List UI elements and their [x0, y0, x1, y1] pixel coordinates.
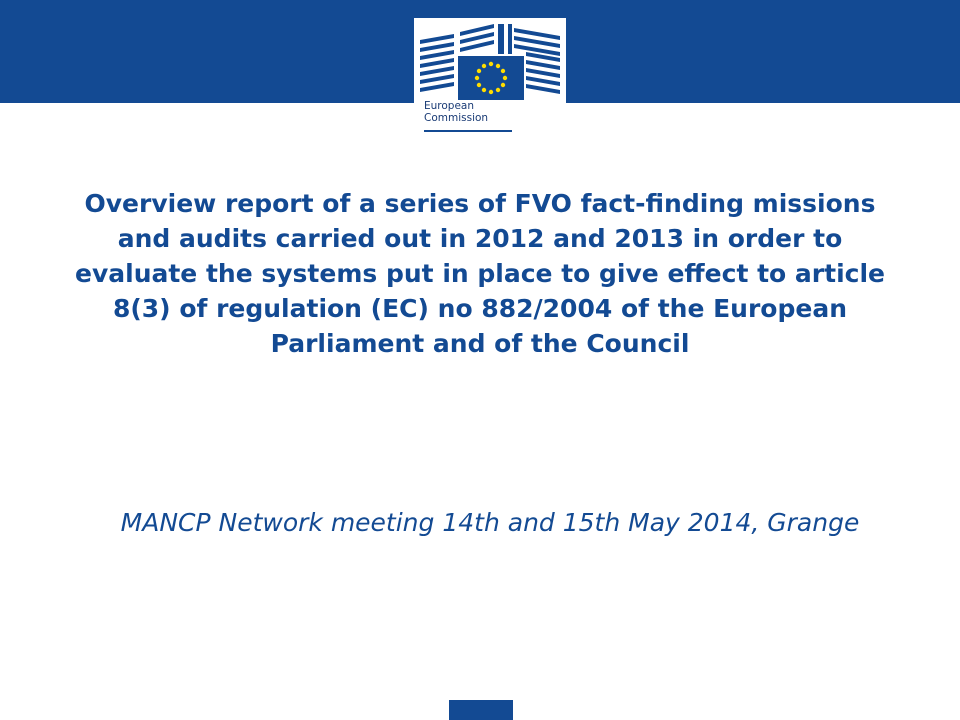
footer-tab [449, 700, 513, 720]
slide-subtitle: MANCP Network meeting 14th and 15th May 2014, Grange [120, 508, 860, 537]
logo-text: European Commission [424, 100, 489, 124]
slide-title: Overview report of a series of FVO fact-finding missions and audits carried out in 2012 and 2013 in order to evaluate the systems put in place to give effect to article 8(3) of regulation (EC) no 882/2004 of the European Parliament and of the Council [75, 189, 885, 358]
